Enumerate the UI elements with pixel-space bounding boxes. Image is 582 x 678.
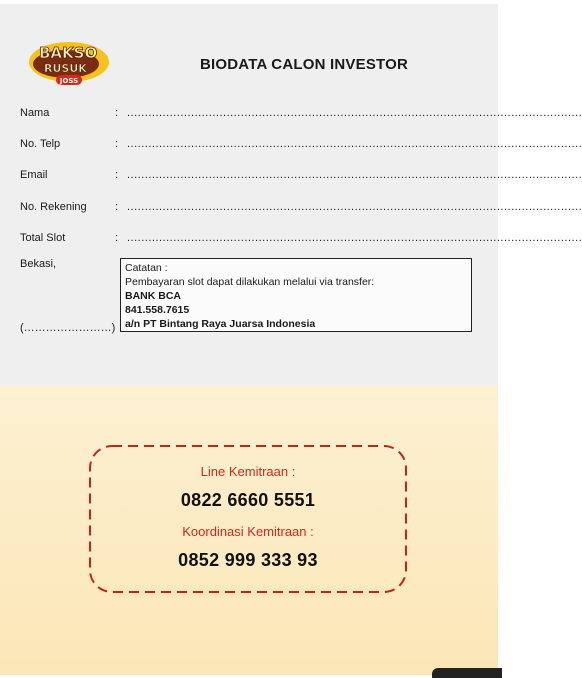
signature-blank: (……………………) [20, 322, 116, 334]
note-heading: Catatan : [125, 262, 168, 274]
field-label: No. Rekening [20, 201, 87, 213]
field-label: Total Slot [20, 232, 66, 244]
field-colon: : [115, 169, 119, 181]
field-blank: ................................................................................................................................ [127, 138, 582, 150]
field-blank: ................................................................................................................................ [127, 201, 582, 213]
svg-text:RUSUK: RUSUK [44, 62, 87, 75]
contact-card [88, 444, 408, 594]
note-account-holder: a/n PT Bintang Raya Juarsa Indonesia [125, 318, 316, 330]
note-bank: BANK BCA [125, 290, 181, 302]
payment-note-box [120, 258, 472, 332]
field-blank: ................................................................................................................................ [127, 107, 582, 119]
line-kemitraan-label: Line Kemitraan : [200, 464, 296, 479]
koordinasi-kemitraan-number: 0852 999 333 93 [178, 550, 318, 570]
form-title: BIODATA CALON INVESTOR [200, 56, 409, 73]
bakso-rusuk-joss-logo [26, 36, 112, 86]
koordinasi-kemitraan-label: Koordinasi Kemitraan : [182, 524, 314, 539]
place-label: Bekasi, [20, 258, 57, 270]
note-account-number: 841.558.7615 [125, 304, 190, 316]
field-label: No. Telp [20, 138, 61, 150]
field-colon: : [115, 138, 119, 150]
field-colon: : [115, 107, 119, 119]
svg-text:JOSS: JOSS [59, 77, 79, 85]
field-blank: ................................................................................................................................ [127, 232, 582, 244]
line-kemitraan-number: 0822 6660 5551 [180, 490, 316, 510]
field-blank: ................................................................................................................................ [127, 169, 582, 181]
field-label: Nama [20, 107, 50, 119]
field-colon: : [115, 232, 119, 244]
field-colon: : [115, 201, 119, 213]
note-text: Pembayaran slot dapat dilakukan melalui via transfer: [125, 276, 375, 288]
svg-text:BAKSO: BAKSO [39, 44, 98, 62]
field-label: Email [20, 169, 48, 181]
corner-tab [432, 668, 502, 678]
